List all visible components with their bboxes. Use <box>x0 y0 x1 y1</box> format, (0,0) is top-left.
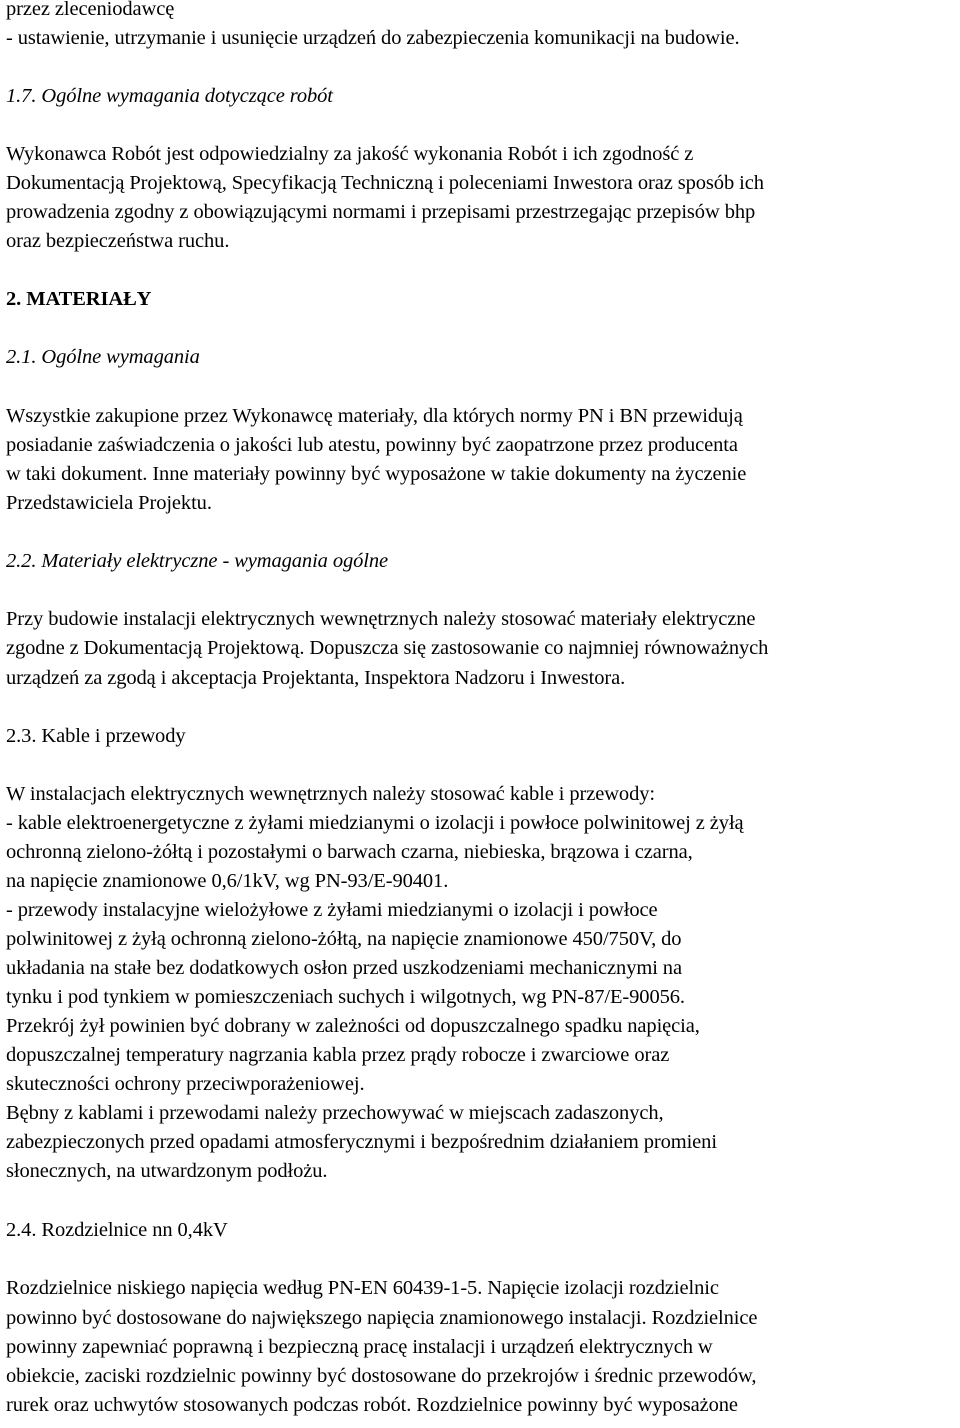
paragraph-line: zgodne z Dokumentacją Projektową. Dopuszcza się zastosowanie co najmniej równoważnych <box>6 637 769 659</box>
section-heading-2-1: 2.1. Ogólne wymagania <box>6 346 200 368</box>
list-item-line: - przewody instalacyjne wielożyłowe z żyłami miedzianymi o izolacji i powłoce <box>6 899 658 921</box>
paragraph-line: prowadzenia zgodny z obowiązującymi normami i przepisami przestrzegając przepisów bhp <box>6 201 756 223</box>
paragraph-line: zabezpieczonych przed opadami atmosferycznymi i bezpośrednim działaniem promieni <box>6 1131 717 1153</box>
list-item-line: polwinitowej z żyłą ochronną zielono-żółtą, na napięcie znamionowe 450/750V, do <box>6 928 682 950</box>
text-line: przez zleceniodawcę <box>6 0 175 20</box>
paragraph-line: Przy budowie instalacji elektrycznych wewnętrznych należy stosować materiały elektryczne <box>6 608 756 630</box>
list-item-line: - kable elektroenergetyczne z żyłami miedzianymi o izolacji i powłoce polwinitowej z żyłą <box>6 812 744 834</box>
paragraph-line: posiadanie zaświadczenia o jakości lub atestu, powinny być zaopatrzone przez producenta <box>6 434 738 456</box>
paragraph-line: Wykonawca Robót jest odpowiedzialny za jakość wykonania Robót i ich zgodność z <box>6 143 694 165</box>
section-heading-1-7: 1.7. Ogólne wymagania dotyczące robót <box>6 85 333 107</box>
paragraph-line: Wszystkie zakupione przez Wykonawcę materiały, dla których normy PN i BN przewidują <box>6 405 743 427</box>
section-heading-2-4: 2.4. Rozdzielnice nn 0,4kV <box>6 1219 228 1241</box>
paragraph-line: powinny zapewniać poprawną i bezpieczną pracę instalacji i urządzeń elektrycznych w <box>6 1336 713 1358</box>
paragraph-line: Przekrój żył powinien być dobrany w zależności od dopuszczalnego spadku napięcia, <box>6 1015 700 1037</box>
paragraph-line: w taki dokument. Inne materiały powinny być wyposażone w takie dokumenty na życzenie <box>6 463 747 485</box>
list-item-line: ochronną zielono-żółtą i pozostałymi o barwach czarna, niebieska, brązowa i czarna, <box>6 841 693 863</box>
list-item-line: na napięcie znamionowe 0,6/1kV, wg PN-93/E-90401. <box>6 870 449 892</box>
paragraph-line: urządzeń za zgodą i akceptacja Projektanta, Inspektora Nadzoru i Inwestora. <box>6 667 626 689</box>
paragraph-line: obiekcie, zaciski rozdzielnic powinny być dostosowane do przekrojów i średnic przewodów, <box>6 1365 757 1387</box>
paragraph-line: skuteczności ochrony przeciwporażeniowej. <box>6 1073 365 1095</box>
section-heading-2-3: 2.3. Kable i przewody <box>6 725 186 747</box>
paragraph-line: oraz bezpieczeństwa ruchu. <box>6 230 230 252</box>
paragraph-line: Bębny z kablami i przewodami należy przechowywać w miejscach zadaszonych, <box>6 1102 664 1124</box>
chapter-heading-materialy: 2. MATERIAŁY <box>6 288 152 310</box>
paragraph-line: Rozdzielnice niskiego napięcia według PN-EN 60439-1-5. Napięcie izolacji rozdzielnic <box>6 1277 719 1299</box>
text-line: - ustawienie, utrzymanie i usunięcie urządzeń do zabezpieczenia komunikacji na budowie. <box>6 27 740 49</box>
paragraph-line: powinno być dostosowane do największego napięcia znamionowego instalacji. Rozdzielnice <box>6 1307 758 1329</box>
list-item-line: układania na stałe bez dodatkowych osłon przed uszkodzeniami mechanicznymi na <box>6 957 682 979</box>
paragraph-line: rurek oraz uchwytów stosowanych podczas robót. Rozdzielnice powinny być wyposażone <box>6 1394 738 1416</box>
paragraph-line: Dokumentacją Projektową, Specyfikacją Techniczną i poleceniami Inwestora oraz sposób ich <box>6 172 764 194</box>
paragraph-line: dopuszczalnej temperatury nagrzania kabla przez prądy robocze i zwarciowe oraz <box>6 1044 670 1066</box>
list-item-line: tynku i pod tynkiem w pomieszczeniach suchych i wilgotnych, wg PN-87/E-90056. <box>6 986 685 1008</box>
paragraph-line: słonecznych, na utwardzonym podłożu. <box>6 1160 328 1182</box>
paragraph-line: W instalacjach elektrycznych wewnętrznych należy stosować kable i przewody: <box>6 783 655 805</box>
paragraph-line: Przedstawiciela Projektu. <box>6 492 212 514</box>
section-heading-2-2: 2.2. Materiały elektryczne - wymagania ogólne <box>6 550 389 572</box>
